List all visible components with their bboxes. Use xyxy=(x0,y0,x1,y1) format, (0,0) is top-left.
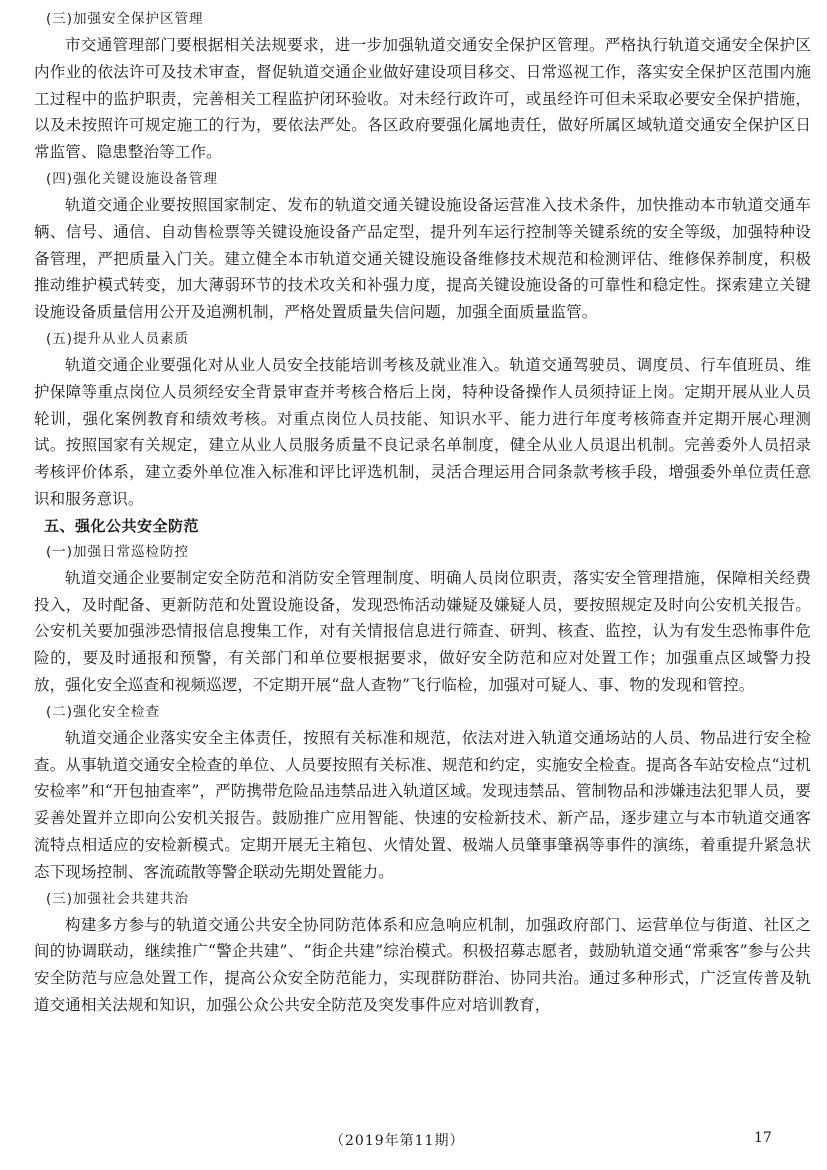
paragraph: 轨道交通企业要制定安全防范和消防安全管理制度、明确人员岗位职责，落实安全管理措施，保障相关经费投入，及时配备、更新防范和处置设施设备，发现恐怖活动嫌疑及嫌疑人员，要按照规定及时向公安机关报告。公安机关要加强涉恐情报信息搜集工作，对有关情报信息进行筛查、研判、核查、监控，认为有发生恐怖事件危险的，要及时通报和预警，有关部门和单位要根据要求，做好安全防范和应对处置工作；加强重点区域警力投放，强化安全巡查和视频巡逻，不定期开展“盘人查物”飞行临检，加强对可疑人、事、物的发现和管控。 xyxy=(34,568,811,694)
page-footer xyxy=(0,1126,827,1156)
subsection-heading-key-equipment: (四)强化关键设施设备管理 xyxy=(46,170,219,187)
subsection-heading-staff-quality: (五)提升从业人员素质 xyxy=(46,330,190,347)
paragraph: 市交通管理部门要根据相关法规要求，进一步加强轨道交通安全保护区管理。严格执行轨道交通安全保护区内作业的依法许可及技术审查，督促轨道交通企业做好建设项目移交、日常巡视工作，落实安全保护区范围内施工过程中的监护职责，完善相关工程监护闭环验收。对未经行政许可，或虽经许可但未采取必要安全保护措施，以及未按照许可规定施工的行为，要依法严处。各区政府要强化属地责任，做好所属区域轨道交通安全保护区日常监管、隐患整治等工作。 xyxy=(34,36,811,162)
subsection-heading-social-cogovernance: (三)加强社会共建共治 xyxy=(46,890,190,907)
section-heading-public-security: 五、强化公共安全防范 xyxy=(44,516,200,535)
paragraph: 轨道交通企业要按照国家制定、发布的轨道交通关键设施设备运营准入技术条件，加快推动本市轨道交通车辆、信号、通信、自动售检票等关键设施设备产品定型，提升列车运行控制等关键系统的安全等级，加强特种设备管理，严把质量入门关。建立健全本市轨道交通关键设施设备维修技术规范和检测评估、维修保养制度，积极推动维护模式转变，加大薄弱环节的技术攻关和补强力度，提高关键设施设备的可靠性和稳定性。探索建立关键设施设备质量信用公开及追溯机制，严格处置质量失信问题，加强全面质量监管。 xyxy=(34,195,811,322)
document-body xyxy=(34,6,811,1019)
paragraph: 轨道交通企业落实安全主体责任，按照有关标准和规范，依法对进入轨道交通场站的人员、物品进行安全检查。从事轨道交通安全检查的单位、人员要按照有关标准、规范和约定，实施安全检查。提高各车站安检点“过机安检率”和“开包抽查率”，严防携带危险品违禁品进入轨道区域。发现违禁品、管制物品和涉嫌违法犯罪人员，要妥善处置并立即向公安机关报告。鼓励推广应用智能、快速的安检新技术、新产品，逐步建立与本市轨道交通客流特点相适应的安检新模式。定期开展无主箱包、火情处置、极端人员肇事肇祸等事件的演练，着重提升紧急状态下现场控制、客流疏散等警企联动先期处置能力。 xyxy=(34,728,811,881)
issue-label: （2019年第11期） xyxy=(330,1133,465,1149)
page-number: 17 xyxy=(754,1130,772,1146)
subsection-heading-security-check: (二)强化安全检查 xyxy=(46,703,161,720)
paragraph: 轨道交通企业要强化对从业人员安全技能培训考核及就业准入。轨道交通驾驶员、调度员、行车值班员、维护保障等重点岗位人员须经安全背景审查并考核合格后上岗，特种设备操作人员须持证上岗。定期开展从业人员轮训，强化案例教育和绩效考核。对重点岗位人员技能、知识水平、能力进行年度考核筛查并定期开展心理测试。按照国家有关规定，建立从业人员服务质量不良记录名单制度，健全从业人员退出机制。完善委外人员招录考核评价体系，建立委外单位准入标准和评比评选机制，灵活合理运用合同条款考核手段，增强委外单位责任意识和服务意识。 xyxy=(34,355,811,508)
subsection-heading-protection-zone: (三)加强安全保护区管理 xyxy=(46,11,204,27)
paragraph: 构建多方参与的轨道交通公共安全协同防范体系和应急响应机制，加强政府部门、运营单位与街道、社区之间的协调联动，继续推广“警企共建”、“街企共建”综治模式。积极招募志愿者，鼓励轨道交通“常乘客”参与公共安全防范与应急处置工作，提高公众安全防范能力，实现群防群治、协同共治。通过多种形式，广泛宣传普及轨道交通相关法规和知识，加强公众公共安全防范及突发事件应对培训教育， xyxy=(34,915,811,1014)
subsection-heading-daily-patrol: (一)加强日常巡检防控 xyxy=(46,543,190,560)
